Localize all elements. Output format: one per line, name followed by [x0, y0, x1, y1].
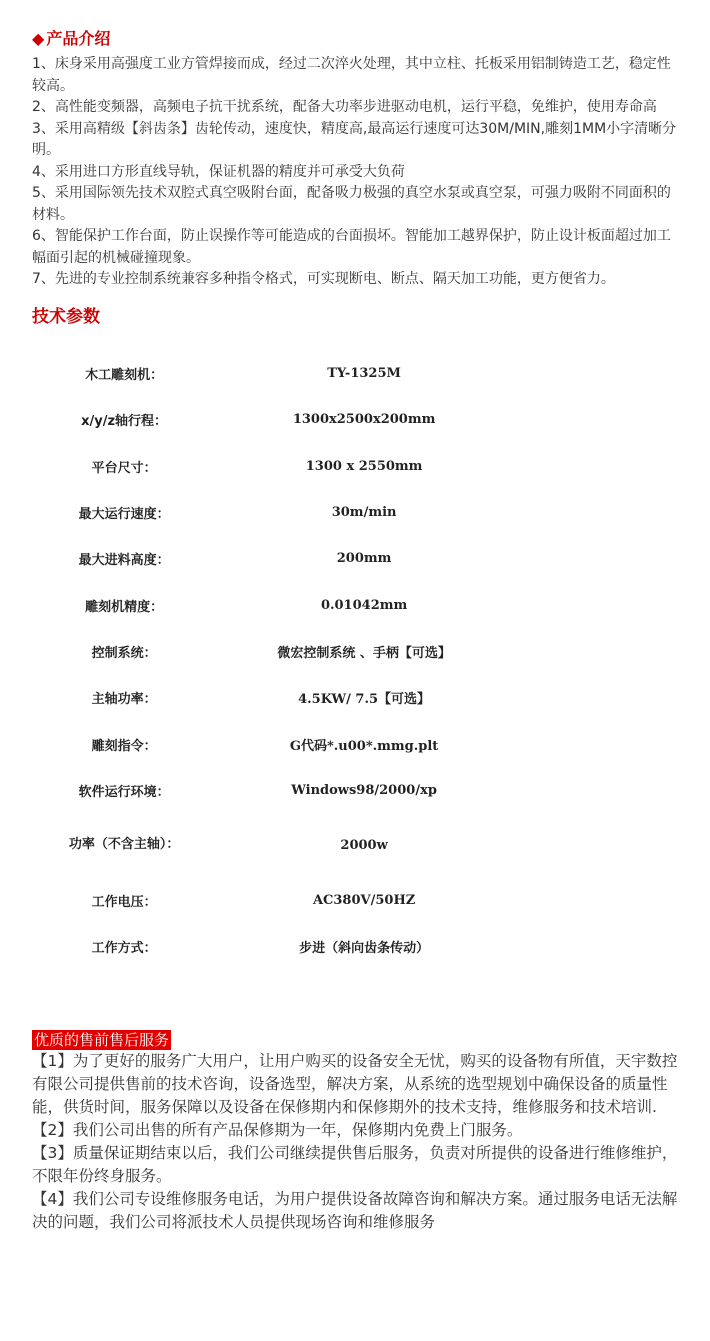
- spec-value: Windows98/2000/xp: [291, 782, 437, 798]
- spec-row: [32, 582, 512, 628]
- spec-row: [32, 536, 512, 582]
- intro-item-5: 5、采用国际领先技术双腔式真空吸附台面，配备吸力极强的真空水泵或真空泵，可强力吸附不同面积的材料。: [32, 185, 671, 223]
- spec-value: 0.01042mm: [320, 597, 408, 613]
- spec-value: 微宏控制系统 、手柄【可选】: [277, 645, 451, 661]
- spec-value: 2000w: [340, 837, 388, 853]
- spec-value: 4.5KW/ 7.5【可选】: [298, 692, 431, 708]
- intro-item-4: 4、采用进口方形直线导轨，保证机器的精度并可承受大负荷: [32, 163, 405, 180]
- specs-heading: 技术参数: [32, 306, 100, 327]
- spec-row: [32, 489, 512, 535]
- service-section: [32, 1030, 678, 1234]
- spec-value: 步进（斜向齿条传动）: [299, 941, 430, 957]
- intro-item-3: 3、采用高精级【斜齿条】齿轮传动，速度快，精度高,最高运行速度可达30M/MIN,雕刻1MM小字清晰分明。: [32, 120, 677, 158]
- spec-value: 200mm: [336, 551, 392, 567]
- intro-heading: [32, 28, 678, 50]
- spec-label: 主轴功率：: [91, 692, 157, 708]
- spec-value: AC380V/50HZ: [312, 893, 416, 909]
- intro-item-2: 2、高性能变频器，高频电子抗干扰系统，配备大功率步进驱动电机，运行平稳，免维护，使用寿命高: [32, 99, 657, 115]
- spec-label: 平台尺寸：: [91, 460, 157, 476]
- spec-label: 雕刻指令：: [91, 738, 157, 754]
- spec-value: TY-1325M: [327, 366, 401, 382]
- spec-row: [32, 721, 512, 767]
- specs-table: [32, 351, 512, 971]
- spec-label: 最大进料高度：: [78, 553, 170, 569]
- spec-row: [32, 443, 512, 489]
- spec-value: G代码*.u00*.mmg.plt: [289, 738, 439, 754]
- spec-label: 最大运行速度：: [78, 507, 170, 523]
- spec-row: [32, 675, 512, 721]
- spec-row: [32, 767, 512, 813]
- spec-row: [32, 628, 512, 674]
- spec-value: 1300x2500x200mm: [292, 412, 436, 428]
- spec-label: 功率（不含主轴）：: [68, 837, 180, 853]
- spec-value: 1300 x 2550mm: [305, 458, 423, 474]
- service-item-1: 【1】为了更好的服务广大用户，让用户购买的设备安全无忧，购买的设备物有所值，天宇数控有限公司提供售前的技术咨询，设备选型，解决方案，从系统的选型规划中确保设备的质量性能，供货时间，服务保障以及设备在保修期内和保修期外的技术支持，维修服务和技术培训.: [32, 1052, 678, 1117]
- spec-label: 软件运行环境：: [78, 784, 170, 800]
- intro-title: 产品介绍: [46, 29, 111, 48]
- intro-item-6: 6、智能保护工作台面，防止误操作等可能造成的台面损坏。智能加工越界保护，防止设计板面超过加工幅面引起的机械碰撞现象。: [32, 228, 671, 266]
- spec-label: x/y/z轴行程：: [81, 414, 168, 430]
- spec-row: [32, 924, 512, 970]
- spec-label: 工作电压：: [91, 895, 157, 911]
- diamond-icon: ◆: [32, 29, 45, 48]
- spec-row: [32, 351, 512, 397]
- spec-label: 雕刻机精度：: [85, 599, 164, 615]
- intro-item-7: 7、先进的专业控制系统兼容多种指令格式，可实现断电、断点、隔天加工功能，更方便省力。: [32, 271, 615, 287]
- spec-label: 木工雕刻机：: [85, 368, 164, 384]
- service-item-3: 【3】质量保证期结束以后，我们公司继续提供售后服务，负责对所提供的设备进行维修维护，不限年份终身服务。: [32, 1144, 678, 1186]
- spec-value: 30m/min: [331, 505, 397, 521]
- spec-row: [32, 397, 512, 443]
- service-item-4: 【4】我们公司专设维修服务电话，为用户提供设备故障咨询和解决方案。通过服务电话无法解决的问题，我们公司将派技术人员提供现场咨询和维修服务: [32, 1190, 678, 1232]
- spec-row: [32, 877, 512, 923]
- service-heading: 优质的售前售后服务: [34, 1031, 170, 1050]
- spec-row: [32, 813, 512, 877]
- intro-item-1: 1、床身采用高强度工业方管焊接而成，经过二次淬火处理，其中立柱、托板采用铝制铸造工艺，稳定性较高。: [32, 56, 671, 94]
- spec-label: 控制系统：: [91, 645, 157, 661]
- spec-label: 工作方式：: [91, 941, 157, 957]
- service-item-2: 【2】我们公司出售的所有产品保修期为一年，保修期内免费上门服务。: [32, 1121, 523, 1140]
